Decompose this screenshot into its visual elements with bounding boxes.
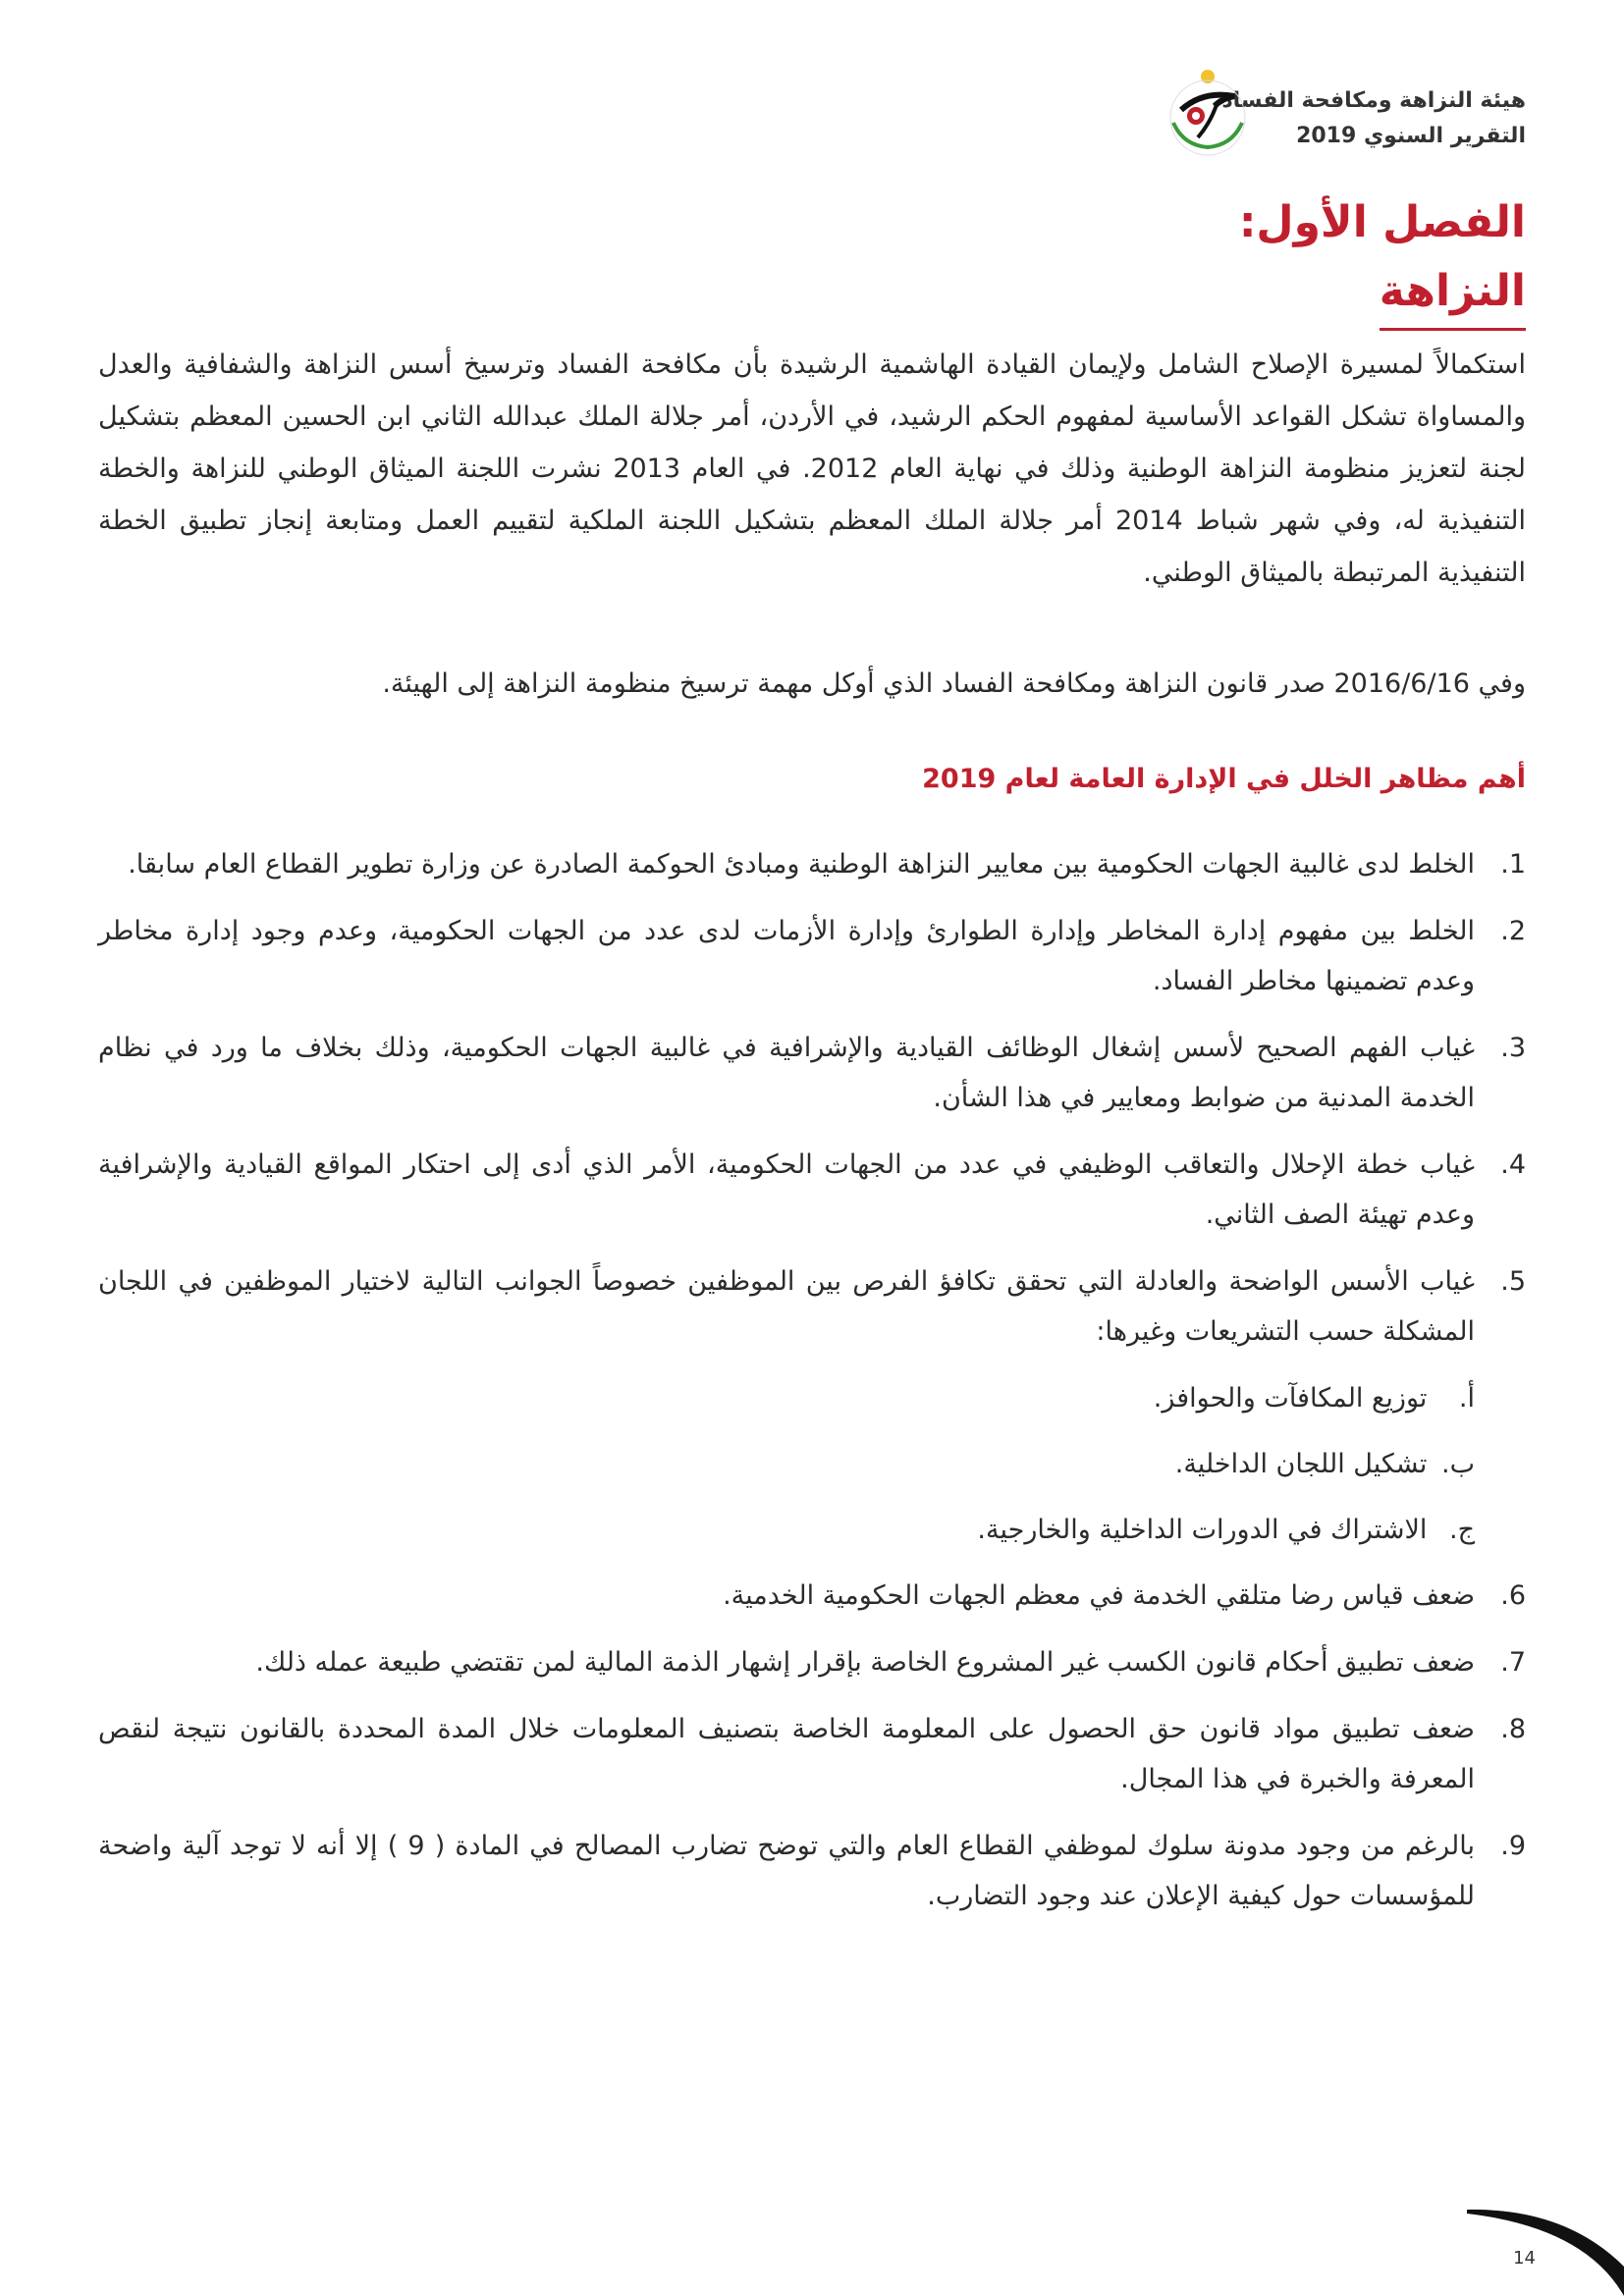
sub-list-item — [98, 1373, 1526, 1423]
list-item — [98, 1023, 1526, 1123]
sub-item-letter: أ. — [1458, 1383, 1475, 1414]
item-text: غياب الأسس الواضحة والعادلة التي تحقق تكافؤ الفرص بين الموظفين خصوصاً الجوانب التالية لاختيار الموظفين في اللجان المشكلة حسب التشريعات وغيرها: — [98, 1266, 1475, 1347]
sub-list-item — [98, 1439, 1526, 1489]
report-title: التقرير السنوي 2019 — [1296, 124, 1526, 148]
item-text: الخلط بين مفهوم إدارة المخاطر وإدارة الطوارئ وإدارة الأزمات لدى عدد من الجهات الحكومية، وعدم وجود إدارة مخاطر وعدم تضمينها مخاطر الفساد. — [98, 916, 1475, 996]
list-item — [98, 906, 1526, 1006]
section-heading: أهم مظاهر الخلل في الإدارة العامة لعام 2019 — [922, 764, 1526, 794]
list-item — [98, 1571, 1526, 1621]
item-number: 9. — [1500, 1831, 1526, 1861]
issues-list — [98, 839, 1526, 1938]
org-name: هيئة النزاهة ومكافحة الفساد — [1221, 88, 1526, 113]
item-number: 3. — [1500, 1033, 1526, 1063]
list-item — [98, 1140, 1526, 1240]
item-number: 4. — [1500, 1149, 1526, 1180]
item-text: ضعف قياس رضا متلقي الخدمة في معظم الجهات الحكومية الخدمية. — [723, 1580, 1475, 1611]
item-text: غياب خطة الإحلال والتعاقب الوظيفي في عدد من الجهات الحكومية، الأمر الذي أدى إلى احتكار المواقع القيادية والإشرافية وعدم تهيئة الصف الثاني. — [98, 1149, 1475, 1230]
item-text: غياب الفهم الصحيح لأسس إشغال الوظائف القيادية والإشرافية في غالبية الجهات الحكومية، وذلك بخلاف ما ورد في نظام الخدمة المدنية من ضوابط ومعايير في هذا الشأن. — [98, 1033, 1475, 1113]
sub-item-text: تشكيل اللجان الداخلية. — [1174, 1449, 1428, 1479]
list-item — [98, 839, 1526, 889]
item-number: 7. — [1500, 1647, 1526, 1678]
item-number: 8. — [1500, 1714, 1526, 1744]
sub-item-letter: ب. — [1440, 1449, 1475, 1479]
list-item — [98, 1704, 1526, 1804]
list-item — [98, 1256, 1526, 1357]
sub-list-item — [98, 1505, 1526, 1555]
sub-item-text: الاشتراك في الدورات الداخلية والخارجية. — [977, 1515, 1428, 1545]
item-text: ضعف تطبيق أحكام قانون الكسب غير المشروع الخاصة بإقرار إشهار الذمة المالية لمن تقتضي طبيعة عمله ذلك. — [255, 1647, 1475, 1678]
sub-item-text: توزيع المكافآت والحوافز. — [1153, 1383, 1428, 1414]
item-number: 2. — [1500, 916, 1526, 946]
item-text: ضعف تطبيق مواد قانون حق الحصول على المعلومة الخاصة بتصنيف المعلومات خلال المدة المحددة بالقانون نتيجة لنقص المعرفة والخبرة في هذا المجال. — [98, 1714, 1475, 1794]
item-number: 5. — [1500, 1266, 1526, 1297]
commission-logo — [1164, 69, 1252, 167]
item-number: 1. — [1500, 849, 1526, 880]
item-text: بالرغم من وجود مدونة سلوك لموظفي القطاع العام والتي توضح تضارب المصالح في المادة ( 9 ) إلا أنه لا توجد آلية واضحة للمؤسسات حول كيفية الإعلان عند وجود التضارب. — [98, 1831, 1476, 1911]
report-header — [1221, 83, 1526, 154]
item-text: الخلط لدى غالبية الجهات الحكومية بين معايير النزاهة الوطنية ومبادئ الحوكمة الصادرة عن وزارة تطوير القطاع العام سابقا. — [128, 849, 1475, 880]
page-corner-swoosh — [1467, 2208, 1624, 2296]
list-item — [98, 1821, 1526, 1921]
chapter-title: النزاهة — [1380, 257, 1526, 331]
intro-paragraph: استكمالاً لمسيرة الإصلاح الشامل ولإيمان القيادة الهاشمية الرشيدة بأن مكافحة الفساد وترسيخ أسس النزاهة والشفافية والعدل والمساواة تشكل القواعد الأساسية لمفهوم الحكم الرشيد، في الأردن، أمر جلالة الملك عبدالله الثاني ابن الحسين المعظم بتشكيل لجنة لتعزيز منظومة النزاهة الوطنية وذلك في نهاية العام 2012. في العام 2013 نشرت اللجنة الميثاق الوطني للنزاهة والخطة التنفيذية له، وفي شهر شباط 2014 أمر جلالة الملك المعظم بتشكيل اللجنة الملكية لتقييم العمل ومتابعة إنجاز تطبيق الخطة التنفيذية المرتبطة بالميثاق الوطني. — [98, 349, 1526, 588]
page-number: 14 — [1513, 2248, 1536, 2269]
chapter-heading — [1239, 188, 1526, 331]
sub-item-letter: ج. — [1448, 1515, 1475, 1545]
chapter-label: الفصل الأول: — [1238, 197, 1526, 247]
item-number: 6. — [1500, 1580, 1526, 1611]
list-item — [98, 1637, 1526, 1687]
law-paragraph: وفي 2016/6/16 صدر قانون النزاهة ومكافحة الفساد الذي أوكل مهمة ترسيخ منظومة النزاهة إلى الهيئة. — [382, 668, 1526, 699]
